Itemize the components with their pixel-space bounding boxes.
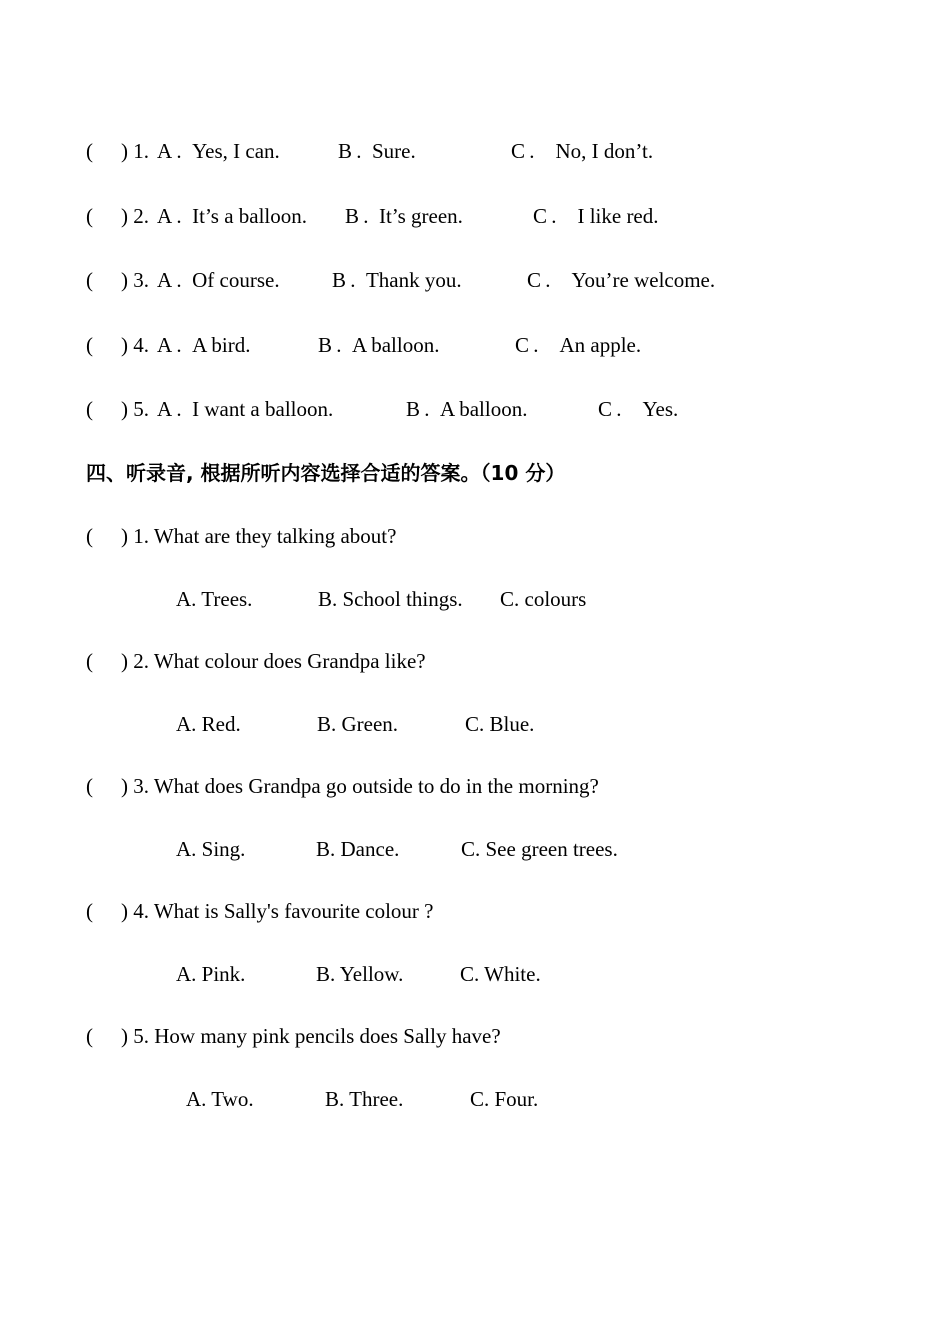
question-text: ) 1. What are they talking about? [121, 524, 397, 548]
option-c: C . An apple. [515, 333, 642, 357]
answer-blank: ( [86, 1024, 93, 1048]
option-b: B . A balloon. [406, 397, 528, 421]
item-number: ) 3. [121, 268, 149, 292]
item-number: ) 4. [121, 333, 149, 357]
answer-blank: ( [86, 649, 93, 673]
question-text: ) 4. What is Sally's favourite colour ? [121, 899, 434, 923]
option-c: C . No, I don’t. [511, 139, 654, 163]
option-a: A. Pink. [176, 962, 246, 986]
option-a: A . A bird. [157, 333, 251, 357]
option-c: C. Blue. [465, 712, 535, 736]
option-c: C . You’re welcome. [527, 268, 716, 292]
option-c: C. colours [500, 587, 587, 611]
option-b: B . It’s green. [345, 204, 463, 228]
option-c: C . I like red. [533, 204, 659, 228]
question-text: ) 3. What does Grandpa go outside to do in the morning? [121, 774, 599, 798]
option-b: B. Three. [325, 1087, 404, 1111]
item-number: ) 2. [121, 204, 149, 228]
answer-blank: ( [86, 524, 93, 548]
option-c: C. White. [460, 962, 541, 986]
answer-blank: ( [86, 333, 93, 357]
option-b: B . A balloon. [318, 333, 440, 357]
answer-blank: ( [86, 204, 93, 228]
option-a: A . I want a balloon. [157, 397, 334, 421]
option-b: B. School things. [318, 587, 463, 611]
option-b: B. Green. [317, 712, 399, 736]
answer-blank: ( [86, 397, 93, 421]
item-number: ) 5. [121, 397, 149, 421]
option-a: A . Yes, I can. [157, 139, 280, 163]
question-text: ) 2. What colour does Grandpa like? [121, 649, 426, 673]
section-heading: 四、听录音, 根据所听内容选择合适的答案。（10 分） [86, 461, 566, 485]
option-b: B . Thank you. [332, 268, 462, 292]
option-b: B. Yellow. [316, 962, 404, 986]
answer-blank: ( [86, 139, 93, 163]
option-c: C . Yes. [598, 397, 679, 421]
answer-blank: ( [86, 268, 93, 292]
option-c: C. Four. [470, 1087, 539, 1111]
option-b: B. Dance. [316, 837, 400, 861]
option-c: C. See green trees. [461, 837, 618, 861]
item-number: ) 1. [121, 139, 149, 163]
option-a: A. Red. [176, 712, 241, 736]
option-a: A . Of course. [157, 268, 280, 292]
option-b: B . Sure. [338, 139, 416, 163]
answer-blank: ( [86, 899, 93, 923]
option-a: A. Two. [186, 1087, 254, 1111]
option-a: A. Sing. [176, 837, 246, 861]
question-text: ) 5. How many pink pencils does Sally have? [121, 1024, 501, 1048]
answer-blank: ( [86, 774, 93, 798]
option-a: A . It’s a balloon. [157, 204, 308, 228]
option-a: A. Trees. [176, 587, 253, 611]
